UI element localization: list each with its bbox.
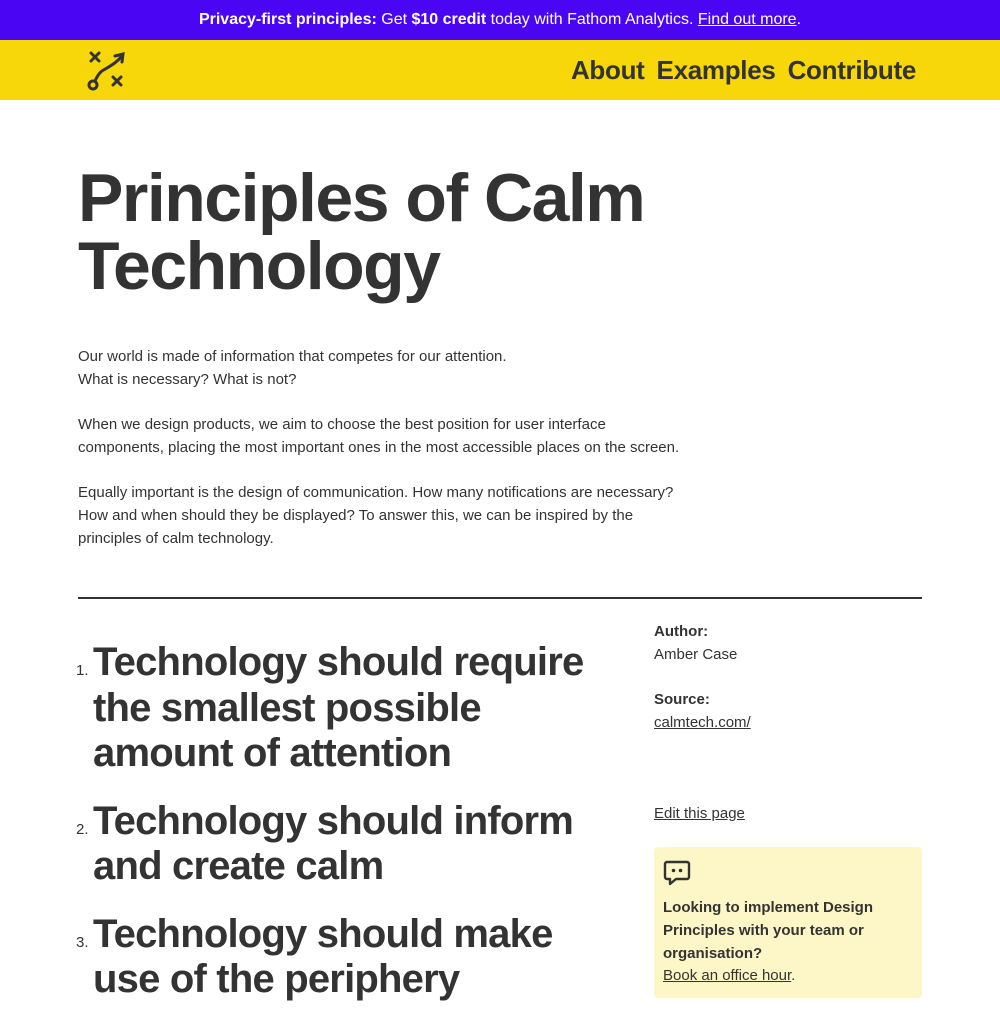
banner-highlight: $10 credit: [411, 11, 487, 28]
site-header: [0, 40, 1000, 100]
route-arrow-icon: [84, 48, 130, 94]
principle-number: 2.: [76, 820, 89, 838]
intro-p1-line-1: Our world is made of information that competes for our attention.: [78, 348, 507, 365]
intro-paragraph-2: When we design products, we aim to choose the best position for user interface components, placing the most important ones in the most accessible places on the screen.: [78, 416, 680, 456]
callout-end: .: [791, 967, 796, 985]
intro-paragraph-1: [78, 346, 688, 391]
promo-banner: [0, 0, 1000, 40]
main-nav: [571, 40, 916, 100]
page-title-line-2: Technology: [78, 228, 440, 304]
banner-text-after: today with Fathom Analytics.: [486, 11, 698, 28]
book-office-hour-link[interactable]: Book an office hour: [663, 967, 792, 985]
principle-item: [78, 640, 618, 777]
nav-contribute[interactable]: Contribute: [787, 54, 916, 85]
nav-about[interactable]: About: [570, 54, 645, 85]
author-block: [654, 621, 922, 666]
source-block: [654, 689, 922, 734]
banner-end: .: [796, 11, 802, 28]
banner-lead: Privacy-first principles:: [198, 11, 377, 28]
chat-bubble-icon: [663, 859, 691, 887]
home-logo-link[interactable]: [84, 48, 130, 94]
principle-number: 3.: [76, 933, 89, 951]
sidebar: [654, 621, 922, 998]
page-title: [78, 160, 922, 304]
principle-heading: Technology should make use of the periphery: [93, 911, 553, 1001]
main-content: [76, 100, 922, 1001]
principle-heading: Technology should inform and create calm: [93, 798, 574, 888]
principle-item: [78, 912, 618, 1003]
office-hour-callout: [654, 847, 922, 998]
nav-examples[interactable]: Examples: [656, 54, 776, 85]
intro-text: [78, 346, 688, 550]
principle-heading: Technology should require the smallest possible amount of attention: [93, 640, 584, 775]
banner-link[interactable]: Find out more: [697, 11, 797, 28]
source-link[interactable]: calmtech.com/: [654, 713, 751, 731]
principle-number: 1.: [76, 662, 89, 679]
page-title-line-1: Principles of Calm: [78, 160, 645, 236]
banner-text-before: Get: [376, 11, 412, 28]
principle-item: [78, 799, 618, 890]
author-name: Amber Case: [654, 645, 738, 663]
author-label: Author:: [654, 623, 709, 640]
intro-p1-line-2: What is necessary? What is not?: [78, 370, 297, 388]
section-divider: [78, 597, 922, 599]
principles-list: [78, 640, 618, 1025]
intro-paragraph-3: Equally important is the design of communication. How many notifications are necessary? How and when should they be displayed? To answer this, we can be inspired by the principles of calm technology.: [78, 484, 674, 547]
source-label: Source:: [654, 691, 710, 709]
edit-page-link[interactable]: Edit this page: [654, 804, 745, 822]
callout-title: Looking to implement Design Principles with your team or organisation?: [663, 899, 874, 962]
